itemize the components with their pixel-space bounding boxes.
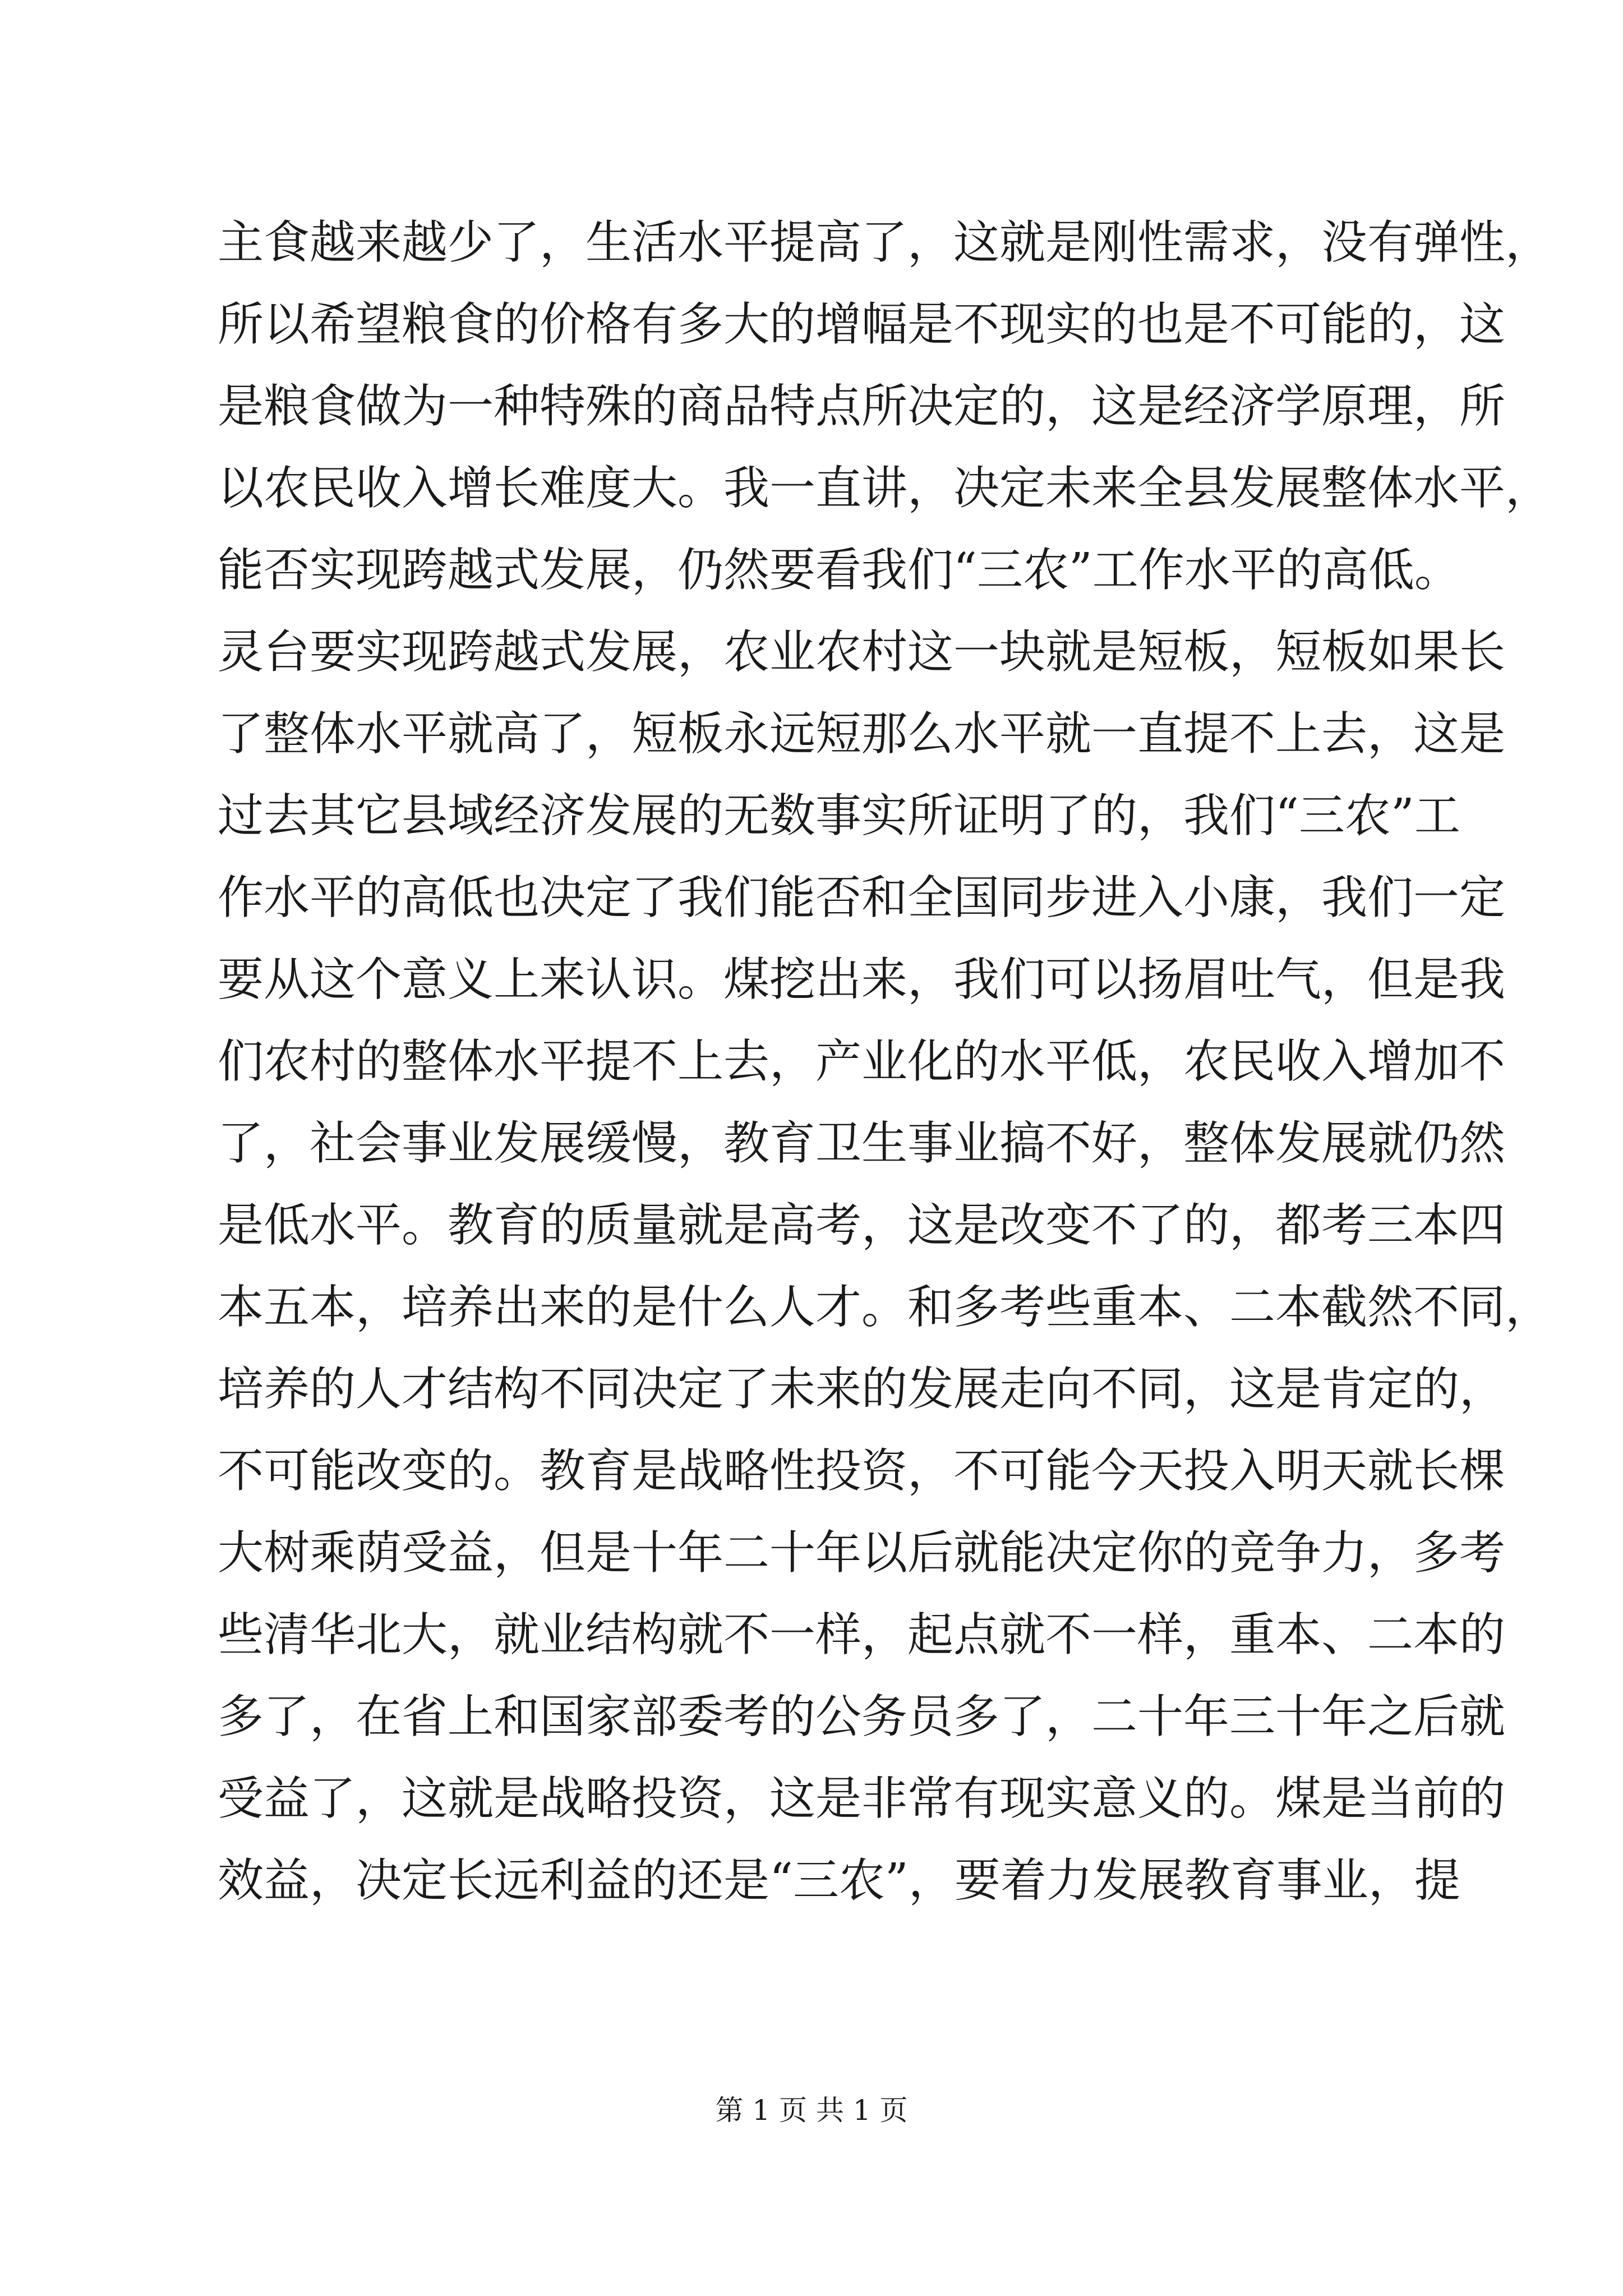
text-line: 本五本，培养出来的是什么人才。和多考些重本、二本截然不同， (218, 1281, 1552, 1334)
text-line: 不可能改变的。教育是战略性投资，不可能今天投入明天就长棵 (218, 1444, 1506, 1498)
text-line: 是粮食做为一种特殊的商品特点所决定的，这是经济学原理，所 (218, 380, 1506, 433)
page-number-label: 第 1 页 共 1 页 (715, 2094, 908, 2127)
text-line: 作水平的高低也决定了我们能否和全国同步进入小康，我们一定 (218, 871, 1506, 924)
text-line: 是低水平。教育的质量就是高考，这是改变不了的，都考三本四 (218, 1199, 1506, 1252)
body-text (218, 202, 1552, 1922)
text-line: 以农民收入增长难度大。我一直讲，决定未来全县发展整体水平， (218, 462, 1552, 515)
text-line: 要从这个意义上来认识。煤挖出来，我们可以扬眉吐气，但是我 (218, 953, 1506, 1006)
text-line: 多了，在省上和国家部委考的公务员多了，二十年三十年之后就 (218, 1690, 1506, 1743)
text-line: 灵台要实现跨越式发展，农业农村这一块就是短板，短板如果长 (218, 625, 1506, 679)
text-line: 过去其它县域经济发展的无数事实所证明了的，我们“三农”工 (218, 789, 1460, 843)
text-line: 了，社会事业发展缓慢，教育卫生事业搞不好，整体发展就仍然 (218, 1117, 1506, 1170)
text-line: 所以希望粮食的价格有多大的增幅是不现实的也是不可能的，这 (218, 298, 1506, 351)
text-line: 些清华北大，就业结构就不一样，起点就不一样，重本、二本的 (218, 1608, 1506, 1662)
text-line: 主食越来越少了，生活水平提高了，这就是刚性需求，没有弹性， (218, 216, 1552, 269)
page-footer (0, 2088, 1623, 2128)
text-line: 能否实现跨越式发展，仍然要看我们“三农”工作水平的高低。 (218, 544, 1460, 597)
text-line: 大树乘荫受益，但是十年二十年以后就能决定你的竞争力，多考 (218, 1526, 1506, 1580)
text-line: 们农村的整体水平提不上去，产业化的水平低，农民收入增加不 (218, 1035, 1506, 1088)
text-line: 了整体水平就高了，短板永远短那么水平就一直提不上去，这是 (218, 707, 1506, 761)
text-line: 培养的人才结构不同决定了未来的发展走向不同，这是肯定的， (218, 1363, 1506, 1416)
text-line: 效益，决定长远利益的还是“三农”，要着力发展教育事业，提 (218, 1854, 1460, 1907)
text-line: 受益了，这就是战略投资，这是非常有现实意义的。煤是当前的 (218, 1772, 1506, 1825)
